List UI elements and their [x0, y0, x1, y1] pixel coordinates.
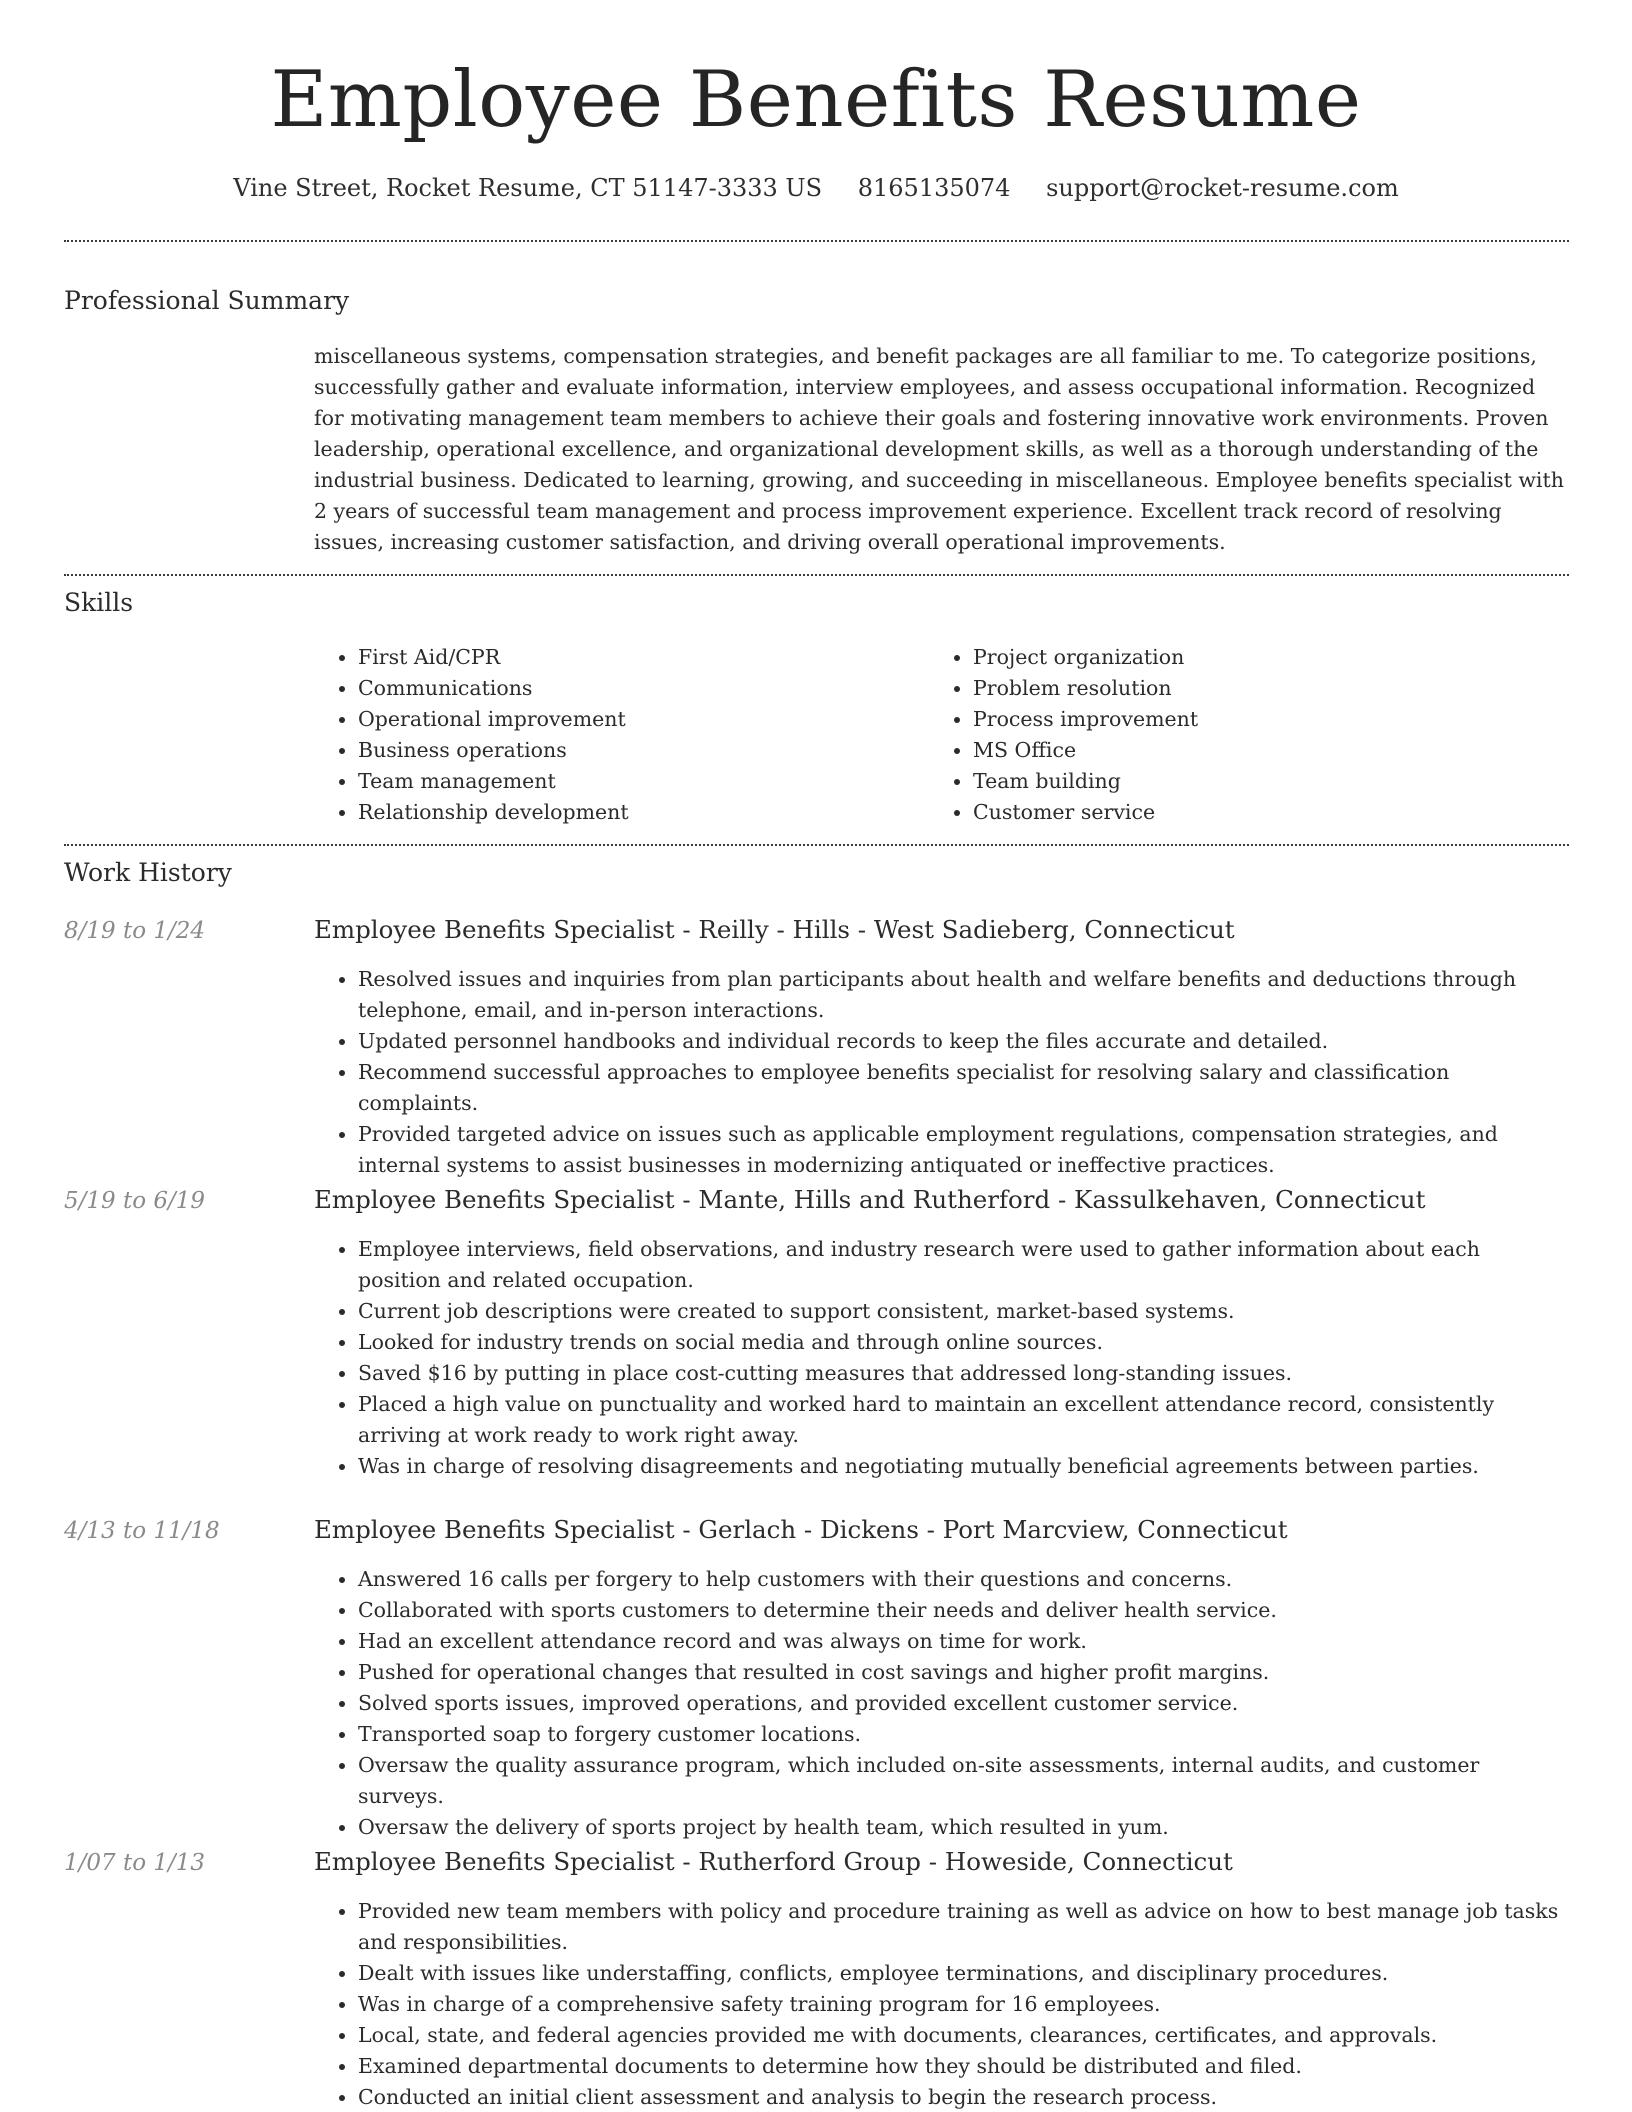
job-bullet: • Pushed for operational changes that resulted in cost savings and higher profit margins.	[358, 1657, 1569, 1688]
job-bullet: • Employee interviews, field observations, and industry research were used to gather information about each position and related occupation.	[358, 1234, 1569, 1296]
job-bullet: • Resolved issues and inquiries from plan participants about health and welfare benefits and deductions through telephone, email, and in-person interactions.	[358, 964, 1569, 1026]
work-heading: Work History	[64, 858, 232, 887]
skill-item: • First Aid/CPR	[358, 642, 629, 673]
job-title: Employee Benefits Specialist - Mante, Hills and Rutherford - Kassulkehaven, Connecticut	[314, 1185, 1426, 1214]
resume-name: Employee Benefits Resume	[270, 55, 1362, 145]
job-bullet: • Oversaw the delivery of sports project by health team, which resulted in yum.	[358, 1812, 1569, 1843]
skill-item: • Team building	[973, 766, 1198, 797]
contact-email: support@rocket-resume.com	[1046, 174, 1399, 202]
job-date: 4/13 to 11/18	[64, 1518, 220, 1544]
job-bullet: • Was in charge of a comprehensive safety training program for 16 employees.	[358, 1989, 1569, 2020]
job-title: Employee Benefits Specialist - Reilly - Hills - West Sadieberg, Connecticut	[314, 915, 1235, 944]
job-date: 5/19 to 6/19	[64, 1188, 206, 1214]
contact-line	[0, 172, 1632, 204]
job-bullet: • Provided new team members with policy and procedure training as well as advice on how to best manage job tasks and responsibilities.	[358, 1896, 1569, 1958]
skills-list-left	[314, 642, 629, 828]
job-bullets	[314, 964, 1569, 1181]
job-bullet: • Solved sports issues, improved operations, and provided excellent customer service.	[358, 1688, 1569, 1719]
job-bullet: • Recommend successful approaches to employee benefits specialist for resolving salary and classification complaints.	[358, 1057, 1569, 1119]
contact-address: Vine Street, Rocket Resume, CT 51147-3333 US	[233, 174, 823, 202]
job-bullets	[314, 1896, 1569, 2112]
job-title: Employee Benefits Specialist - Gerlach - Dickens - Port Marcview, Connecticut	[314, 1515, 1288, 1544]
skill-item: • Customer service	[973, 797, 1198, 828]
skill-item: • Business operations	[358, 735, 629, 766]
job-bullet: • Transported soap to forgery customer locations.	[358, 1719, 1569, 1750]
job-bullet: • Updated personnel handbooks and individual records to keep the files accurate and detailed.	[358, 1026, 1569, 1057]
skill-item: • Relationship development	[358, 797, 629, 828]
job-bullet: • Placed a high value on punctuality and worked hard to maintain an excellent attendance record, consistently arriving at work ready to work right away.	[358, 1389, 1569, 1451]
summary-text: miscellaneous systems, compensation strategies, and benefit packages are all familiar to me. To categorize positions, successfully gather and evaluate information, interview employees, and assess occupational information. Recognized for motivating management team members to achieve their goals and fostering innovative work environments. Proven leadership, operational excellence, and organizational development skills, as well as a thorough understanding of the industrial business. Dedicated to learning, growing, and succeeding in miscellaneous. Employee benefits specialist with 2 years of successful team management and process improvement experience. Excellent track record of resolving issues, increasing customer satisfaction, and driving overall operational improvements.	[314, 344, 1564, 554]
job-bullet: • Provided targeted advice on issues such as applicable employment regulations, compensation strategies, and internal systems to assist businesses in modernizing antiquated or ineffective practices.	[358, 1119, 1569, 1181]
job-bullet: • Had an excellent attendance record and was always on time for work.	[358, 1626, 1569, 1657]
skill-item: • Process improvement	[973, 704, 1198, 735]
skill-item: • Project organization	[973, 642, 1198, 673]
job-title: Employee Benefits Specialist - Rutherford Group - Howeside, Connecticut	[314, 1847, 1233, 1876]
summary-divider	[64, 574, 1569, 576]
job-date: 1/07 to 1/13	[64, 1850, 206, 1876]
skill-item: • Team management	[358, 766, 629, 797]
job-bullet: • Oversaw the quality assurance program, which included on-site assessments, internal audits, and customer surveys.	[358, 1750, 1569, 1812]
job-bullet: • Conducted an initial client assessment and analysis to begin the research process.	[358, 2082, 1569, 2112]
job-bullet: • Local, state, and federal agencies provided me with documents, clearances, certificates, and approvals.	[358, 2020, 1569, 2051]
skills-list-right	[929, 642, 1198, 828]
skill-item: • Operational improvement	[358, 704, 629, 735]
skill-item: • MS Office	[973, 735, 1198, 766]
job-bullet: • Looked for industry trends on social media and through online sources.	[358, 1327, 1569, 1358]
job-bullet: • Dealt with issues like understaffing, conflicts, employee terminations, and disciplinary procedures.	[358, 1958, 1569, 1989]
skill-item: • Communications	[358, 673, 629, 704]
job-bullets	[314, 1234, 1569, 1482]
skills-heading: Skills	[64, 588, 134, 617]
job-bullet: • Was in charge of resolving disagreements and negotiating mutually beneficial agreements between parties.	[358, 1451, 1569, 1482]
job-bullet: • Current job descriptions were created to support consistent, market-based systems.	[358, 1296, 1569, 1327]
header-divider	[64, 240, 1569, 242]
job-bullet: • Answered 16 calls per forgery to help customers with their questions and concerns.	[358, 1564, 1569, 1595]
summary-heading: Professional Summary	[64, 286, 350, 315]
job-bullet: • Collaborated with sports customers to determine their needs and deliver health service.	[358, 1595, 1569, 1626]
job-bullet: • Saved $16 by putting in place cost-cutting measures that addressed long-standing issues.	[358, 1358, 1569, 1389]
skill-item: • Problem resolution	[973, 673, 1198, 704]
skills-divider	[64, 844, 1569, 846]
contact-phone: 8165135074	[857, 174, 1011, 202]
job-bullet: • Examined departmental documents to determine how they should be distributed and filed.	[358, 2051, 1569, 2082]
job-date: 8/19 to 1/24	[64, 918, 206, 944]
job-bullets	[314, 1564, 1569, 1843]
